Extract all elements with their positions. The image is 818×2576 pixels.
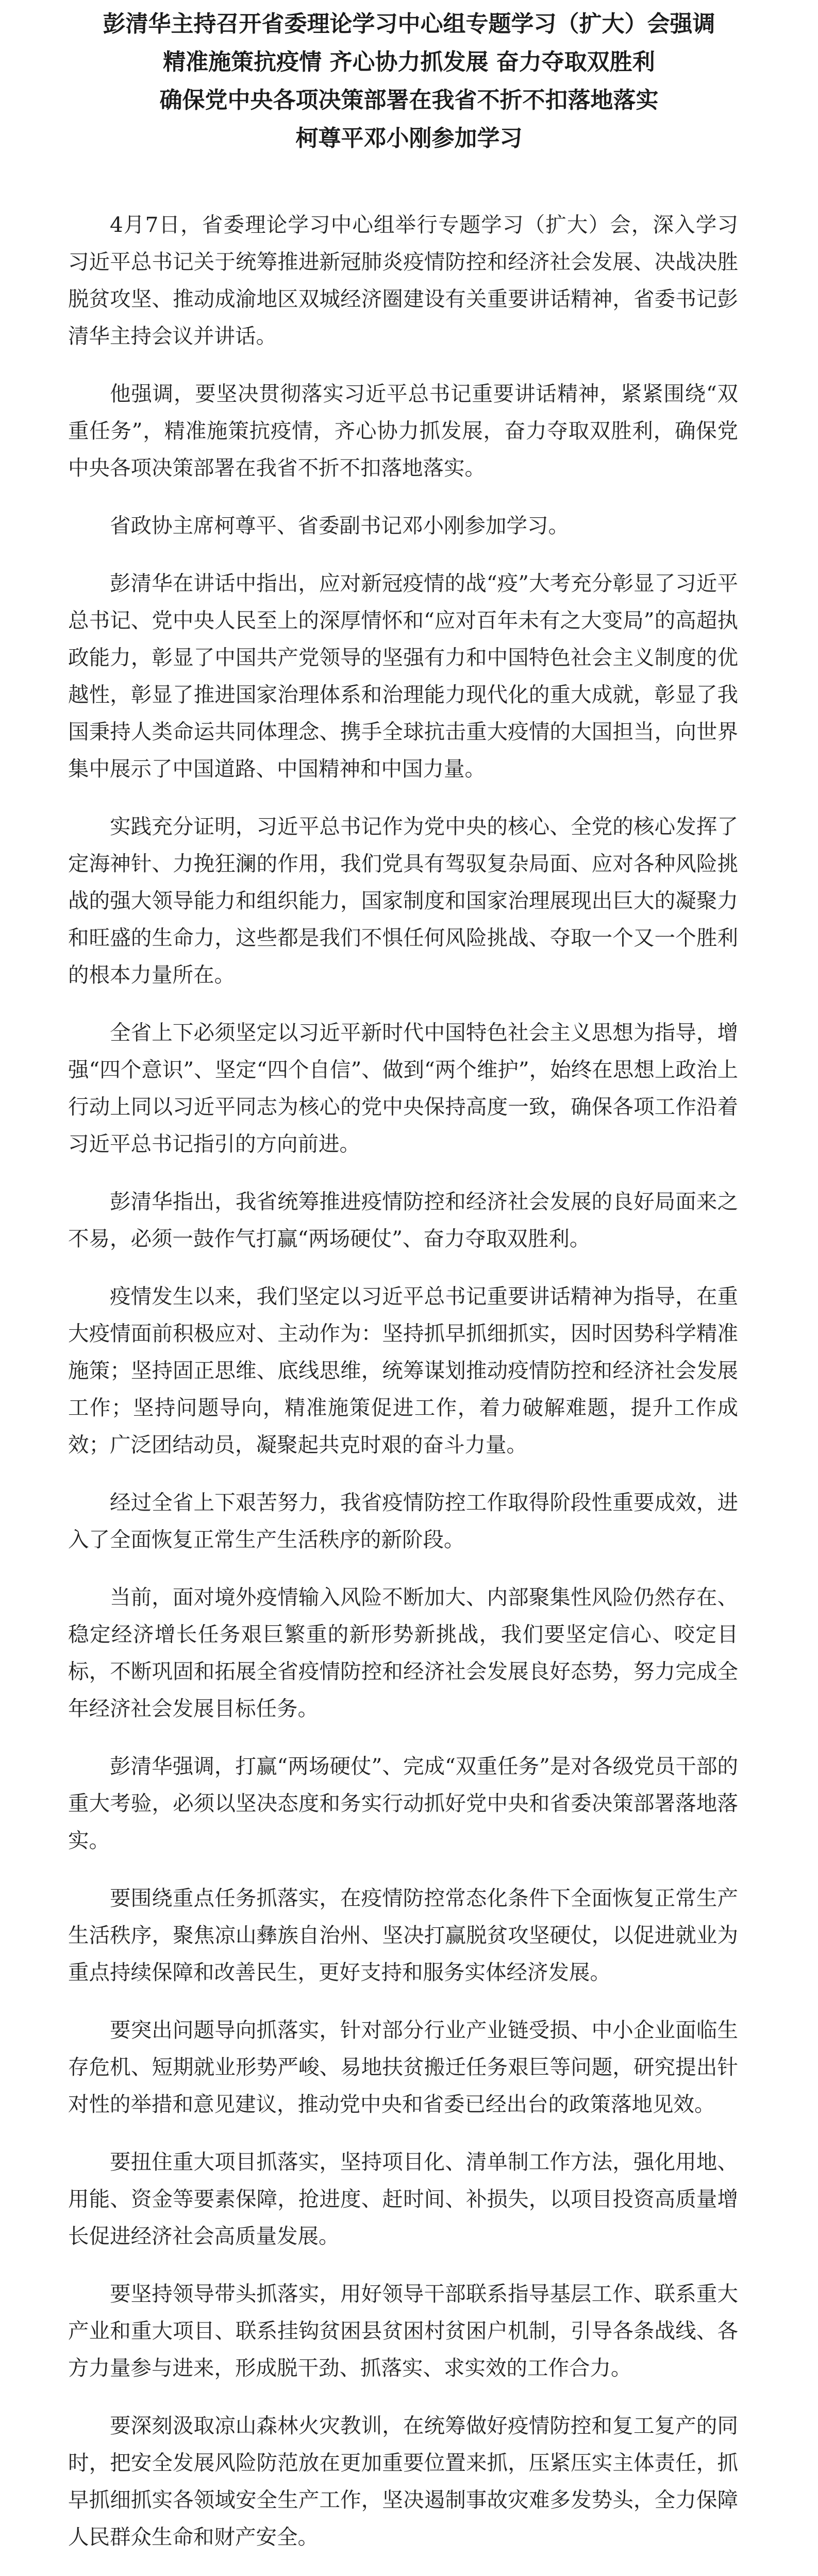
paragraph-9: 经过全省上下艰苦努力，我省疫情防控工作取得阶段性重要成效，进入了全面恢复正常生产生活秩序的新阶段。	[68, 1490, 738, 1552]
paragraph-10: 当前，面对境外疫情输入风险不断加大、内部聚集性风险仍然存在、稳定经济增长任务艰巨繁重的新形势新挑战，我们要坚定信心、咬定目标，不断巩固和拓展全省疫情防控和经济社会发展良好态势，努力完成全年经济社会发展目标任务。	[68, 1585, 738, 1721]
paragraph-12: 要围绕重点任务抓落实，在疫情防控常态化条件下全面恢复正常生产生活秩序，聚焦凉山彝族自治州、坚决打赢脱贫攻坚硬仗，以促进就业为重点持续保障和改善民生，更好支持和服务实体经济发展。	[68, 1886, 738, 1985]
paragraph-4: 彭清华在讲话中指出，应对新冠疫情的战“疫”大考充分彰显了习近平总书记、党中央人民至上的深厚情怀和“应对百年未有之大变局”的高超执政能力，彰显了中国共产党领导的坚强有力和中国特色社会主义制度的优越性，彰显了推进国家治理体系和治理能力现代化的重大成就，彰显了我国秉持人类命运共同体理念、携手全球抗击重大疫情的大国担当，向世界集中展示了中国道路、中国精神和中国力量。	[68, 571, 738, 781]
paragraph-14: 要扭住重大项目抓落实，坚持项目化、清单制工作方法，强化用地、用能、资金等要素保障，抢进度、赶时间、补损失，以项目投资高质量增长促进经济社会高质量发展。	[68, 2149, 738, 2248]
paragraph-8: 疫情发生以来，我们坚定以习近平总书记重要讲话精神为指导，在重大疫情面前积极应对、主动作为：坚持抓早抓细抓实，因时因势科学精准施策；坚持固正思维、底线思维，统筹谋划推动疫情防控和经济社会发展工作；坚持问题导向，精准施策促进工作，着力破解难题，提升工作成效；广泛团结动员，凝聚起共克时艰的奋斗力量。	[68, 1284, 738, 1457]
headline-line-2: 精准施策抗疫情 齐心协力抓发展 奋力夺取双胜利	[163, 49, 655, 75]
paragraph-6: 全省上下必须坚定以习近平新时代中国特色社会主义思想为指导，增强“四个意识”、坚定“四个自信”、做到“两个维护”，始终在思想上政治上行动上同以习近平同志为核心的党中央保持高度一致，确保各项工作沿着习近平总书记指引的方向前进。	[68, 1020, 738, 1156]
paragraph-11: 彭清华强调，打赢“两场硬仗”、完成“双重任务”是对各级党员干部的重大考验，必须以坚决态度和务实行动抓好党中央和省委决策部署落地落实。	[68, 1754, 738, 1853]
paragraph-2: 他强调，要坚决贯彻落实习近平总书记重要讲话精神，紧紧围绕“双重任务”，精准施策抗疫情，齐心协力抓发展，奋力夺取双胜利，确保党中央各项决策部署在我省不折不扣落地落实。	[68, 381, 738, 480]
paragraph-7: 彭清华指出，我省统筹推进疫情防控和经济社会发展的良好局面来之不易，必须一鼓作气打赢“两场硬仗”、奋力夺取双胜利。	[68, 1189, 738, 1251]
paragraph-16: 要深刻汲取凉山森林火灾教训，在统筹做好疫情防控和复工复产的同时，把安全发展风险防范放在更加重要位置来抓，压紧压实主体责任，抓早抓细抓实各领域安全生产工作，坚决遏制事故灾难多发势头，全力保障人民群众生命和财产安全。	[68, 2413, 738, 2549]
paragraph-15: 要坚持领导带头抓落实，用好领导干部联系指导基层工作、联系重大产业和重大项目、联系挂钩贫困县贫困村贫困户机制，引导各条战线、各方力量参与进来，形成脱干劲、抓落实、求实效的工作合力。	[68, 2281, 738, 2380]
paragraph-13: 要突出问题导向抓落实，针对部分行业产业链受损、中小企业面临生存危机、短期就业形势严峻、易地扶贫搬迁任务艰巨等问题，研究提出针对性的举措和意见建议，推动党中央和省委已经出台的政策落地见效。	[68, 2018, 738, 2116]
headline-line-4: 柯尊平邓小刚参加学习	[295, 125, 523, 151]
headline-line-3: 确保党中央各项决策部署在我省不折不扣落地落实	[159, 87, 659, 113]
article-body	[68, 206, 738, 2576]
paragraph-3: 省政协主席柯尊平、省委副书记邓小刚参加学习。	[110, 513, 569, 538]
paragraph-1: 4月7日，省委理论学习中心组举行专题学习（扩大）会，深入学习习近平总书记关于统筹推进新冠肺炎疫情防控和经济社会发展、决战决胜脱贫攻坚、推动成渝地区双城经济圈建设有关重要讲话精神，省委书记彭清华主持会议并讲话。	[68, 212, 738, 348]
headline-line-1: 彭清华主持召开省委理论学习中心组专题学习（扩大）会强调	[103, 11, 715, 37]
paragraph-5: 实践充分证明，习近平总书记作为党中央的核心、全党的核心发挥了定海神针、力挽狂澜的作用，我们党具有驾驭复杂局面、应对各种风险挑战的强大领导能力和组织能力，国家制度和国家治理展现出巨大的凝聚力和旺盛的生命力，这些都是我们不惧任何风险挑战、夺取一个又一个胜利的根本力量所在。	[68, 814, 738, 987]
article-headline	[31, 5, 787, 158]
